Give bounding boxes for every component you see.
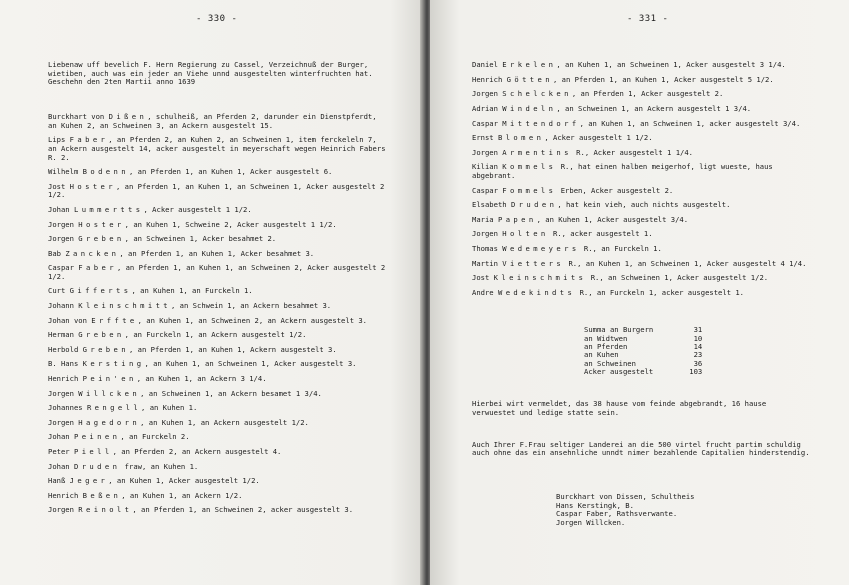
register-entry [48,302,386,311]
register-entry [472,149,810,158]
entry-surname: Hoster [69,181,117,191]
entry-given-name: Jorgen [48,505,79,515]
entry-given-name: Hanß [48,476,70,486]
summary-row [584,368,702,376]
right-page-text [472,44,810,545]
register-entry [472,76,810,85]
entry-surname: Kommels [502,162,557,172]
entry-details: , an Kuhen 1, an Ackern 1/2. [121,490,243,500]
register-entry [48,404,386,413]
summary-value: 31 [693,325,703,335]
left-page [0,0,424,585]
entry-surname: Rengell [86,403,142,413]
entry-surname: Druden [510,200,558,210]
entry-surname: Erkelen [502,60,557,70]
entry-surname: Dißen [108,112,148,122]
entry-surname: Lummertts [73,204,144,214]
entry-surname: Fommels [502,185,557,195]
register-entry [48,250,386,259]
register-entry [48,463,386,472]
entry-surname: Götten [506,74,553,84]
signer-line: Hans Kerstingk, B. [556,500,634,510]
entry-details: R., acker ausgestelt 1. [548,229,653,239]
closing-note-1: Hierbei wirt vermeldet, das 38 hause vom feinde abgebrandt, 16 hause verwuestet und ledige statte sein. [472,399,771,418]
entry-surname: Willcken [78,388,141,398]
entry-details: R., an Schweinen 1, Acker ausgestelt 1/2. [586,273,769,283]
entry-details: fraw, an Kuhen 1. [120,461,199,471]
summary-label: an Widtwen [584,333,628,343]
entry-details: , an Kuhen 1, an Ackern ausgestelt 1/2. [140,417,309,427]
entry-details: R., an Furckeln 1, acker ausgestelt 1. [575,287,745,297]
entry-details: , an Schweinen 1, an Ackern besamet 1 3/4. [140,388,322,398]
entry-given-name: Caspar [472,118,503,128]
register-entry [472,201,810,210]
entry-given-name: Jorgen [48,417,79,427]
entry-surname: Schelcken [502,89,572,99]
summary-label: an Schweinen [584,358,636,368]
summary-label: an Kuhen [584,350,619,360]
entry-details: , an Schweinen 1, Acker besahmet 2. [124,234,277,244]
entry-given-name: Herman [48,330,79,340]
page-number-right: - 331 - [627,14,669,24]
register-entry [472,260,810,269]
entry-surname: Beßen [82,490,122,500]
entry-details: , an Kuhen 1, an Ackern 3 1/4. [136,374,267,384]
entry-surname: Kersting [82,359,145,369]
register-entry [472,134,810,143]
summary-value: 10 [693,333,703,343]
entry-given-name: Henrich [48,490,83,500]
register-entry [48,263,390,281]
entry-given-name: Jost [472,273,494,283]
entry-details: , an Kuhen 1, an Furckeln 1. [131,286,253,296]
summary-value: 14 [693,342,703,352]
entry-details: , an Pferden 1, an Kuhen 1, an Schweinen 2, Acker ausgestelt 2 1/2. [48,263,390,281]
entry-given-name: Johann [48,301,79,311]
entry-surname: Piell [73,447,113,456]
register-entry [48,492,386,501]
entry-details: R., an Furckeln 1. [579,243,662,253]
entry-surname: Kleinschmits [493,273,587,283]
register-entry [48,287,386,296]
left-page-text [48,44,390,538]
entry-details: , Acker ausgestelt 1 1/2. [544,133,653,143]
entry-details: , Acker ausgestelt 1 1/2. [143,204,252,214]
signers-block [556,493,810,527]
entry-surname: Jeger [69,476,109,486]
summary-label: an Pferden [584,342,628,352]
entry-details: , an Schweinen 1, an Ackern ausgestelt 1 3/4. [556,103,752,113]
register-entry [472,289,810,298]
entry-given-name: Caspar [472,185,503,195]
entry-details: , an Kuhen 1, an Schweinen 2, an Ackern ausgestelt 3. [137,315,367,325]
right-entries [472,61,810,297]
entry-given-name: Johannes [48,403,87,413]
entry-given-name: Jorgen [472,89,503,99]
entry-given-name: Daniel [472,60,503,70]
register-entry [48,390,386,399]
entry-surname: Erffte [91,315,138,325]
register-entry [472,90,810,99]
entry-details: , an Pferden 1, an Kuhen 1, Ackern ausgestelt 3. [129,344,337,354]
summary-table [584,326,702,376]
register-entry [472,120,810,129]
entry-details: , an Kuhen 1, Acker ausgestelt 3/4. [536,214,689,224]
entry-details: Erben, Acker ausgestelt 2. [556,185,674,195]
entry-details: , an Kuhen 1, an Schweinen 1, Acker ausgestelt 3 1/4. [556,60,786,70]
entry-given-name: Elsabeth [472,200,511,210]
entry-surname: Gifferts [69,286,132,296]
entry-details: , an Kuhen 1, an Schweinen 1, Acker ausgestelt 3. [144,359,357,369]
left-entries [48,112,390,515]
signer-line: Caspar Faber, Rathsverwante. [556,509,678,519]
entry-details: , an Kuhen 1, an Schweinen 1, acker ausgestelt 3/4. [579,118,801,128]
register-entry [472,187,810,196]
entry-details: , an Pferden 1, an Kuhen 1, an Schweinen 1, Acker ausgestelt 2 1/2. [48,181,389,200]
entry-given-name: Jorgen [48,388,79,398]
entry-details: R., hat einen halben meigerhof, ligt wueste, haus abgebrant. [472,162,778,180]
entry-given-name: Thomas [472,243,503,253]
entry-given-name: Johan von [48,315,92,325]
entry-details: , an Pferden 1, Acker ausgestelt 2. [571,89,724,99]
register-entry [48,168,386,177]
register-entry [48,375,386,384]
entry-given-name: Maria [472,214,498,224]
register-entry [48,360,386,369]
entry-details: R., an Kuhen 1, an Schweinen 1, Acker ausgestelt 4 1/4. [564,258,807,268]
entry-given-name: Curt [48,286,70,296]
entry-surname: Bodenn [82,167,129,177]
entry-details: , an Pferden 1, an Schweinen 2, acker ausgestelt 3. [132,505,354,515]
entry-given-name: Johan [48,204,74,214]
entry-details: , an Kuhen 1, Schweine 2, Acker ausgestelt 1 1/2. [124,219,337,229]
register-entry [48,221,386,230]
entry-given-name: Jost [48,181,70,191]
register-entry [48,331,386,340]
register-entry [48,181,389,200]
entry-given-name: B. Hans [48,359,83,369]
register-entry [472,61,810,70]
entry-given-name: Kilian [472,162,503,172]
summary-value: 103 [689,366,703,376]
closing-note-2: Auch Ihrer F.Frau seltiger Landerei an die 500 virtel frucht partim schuldig auch ohne das ein ansehnliche unndt nimer bezahlende Capitalien hinderstendig. [472,439,810,458]
entry-given-name: Henrich [48,374,83,384]
entry-surname: Mittendorf [502,118,580,128]
entry-details: , schulheiß, an Pferden 2, darunder ein Dienstpferdt, an Kuhen 2, an Schweinen 3, an Ackern ausgestelt 15. [48,112,381,130]
entry-given-name: Herbold [48,344,83,354]
entry-surname: Peinen [73,432,121,442]
entry-given-name: Jorgen [472,229,503,239]
entry-given-name: Henrich [472,74,507,84]
register-entry [472,216,810,225]
entry-surname: Vietters [502,258,565,268]
entry-surname: Zancken [65,248,120,258]
entry-given-name: Wilhelm [48,167,83,177]
intro-paragraph: Liebenaw uff bevelich F. Hern Regierung zu Cassel, Verzeichnuß der Burger, wietiben, auch was ein jeder an Viehe unnd ausgestelten winterfruchten hat. Geschehn den 2ten Martii anno 1639 [48,60,377,87]
entry-details: , an Furckeln 2. [120,432,190,442]
entry-surname: Reinolt [78,505,133,515]
register-entry [48,235,386,244]
entry-given-name: Martin [472,258,503,268]
entry-given-name: Johan [48,461,74,471]
register-entry [48,113,386,130]
summary-label: Acker ausgestelt [584,366,654,376]
register-entry [472,163,810,180]
register-entry [472,245,810,254]
entry-surname: Hoster [78,219,125,229]
register-entry [48,419,386,428]
register-entry [48,448,386,457]
entry-given-name: Adrian [472,103,503,113]
entry-details: , an Pferden 2, an Ackern ausgestelt 4. [112,447,282,456]
entry-given-name: Johan [48,432,74,442]
register-entry [472,230,810,239]
entry-details: , hat kein vieh, auch nichts ausgestelt. [557,200,731,210]
entry-surname: Blomen [497,133,545,143]
entry-given-name: Andre [472,287,498,297]
entry-given-name: Peter [48,447,74,456]
register-entry [48,346,386,355]
summary-label: Summa an Burgern [584,325,654,335]
entry-surname: Wedemeyers [502,243,580,253]
register-entry [48,433,386,442]
entry-surname: Greben [82,344,129,354]
right-page [430,0,849,585]
entry-details: , an Schwein 1, an Ackern besahmet 3. [171,301,332,311]
register-entry [48,506,386,515]
entry-details: , an Pferden 1, an Kuhen 1, Acker besahmet 3. [119,248,315,258]
register-entry [48,206,386,215]
entry-given-name: Jorgen [472,147,503,157]
entry-surname: Faber [78,263,117,273]
register-entry [472,274,810,283]
entry-given-name: Jorgen [48,234,79,244]
entry-surname: Greben [78,330,125,340]
entry-surname: Wedekindts [497,287,576,297]
entry-surname: Windeln [502,103,557,113]
entry-details: , an Pferden 1, an Kuhen 1, Acker ausgestelt 5 1/2. [553,74,774,84]
entry-details: , an Kuhen 1. [141,403,198,413]
entry-given-name: Burckhart von [48,112,109,122]
entry-surname: Armentins [502,147,572,157]
page-number-left: - 330 - [196,14,238,24]
entry-surname: Faber [69,135,109,145]
register-entry [48,135,390,162]
register-entry [472,105,810,114]
summary-value: 36 [693,358,703,368]
entry-given-name: Caspar [48,263,79,273]
entry-details: , an Furckeln 1, an Ackern ausgestelt 1/2. [124,330,307,340]
summary-value: 23 [693,350,703,360]
register-entry [48,317,386,326]
entry-given-name: Ernst [472,133,498,143]
entry-given-name: Bab [48,248,66,258]
register-entry [48,477,386,486]
entry-details: R., Acker ausgestelt 1 1/4. [571,147,694,157]
entry-surname: Holten [502,229,549,239]
entry-details: , an Kuhen 1, Acker ausgestelt 1/2. [108,476,260,486]
entry-given-name: Lips [48,135,70,145]
entry-surname: Hagedorn [78,417,141,427]
signer-line: Jorgen Willcken. [556,517,626,527]
entry-details: , an Pferden 1, an Kuhen 1, Acker ausgestelt 6. [129,167,333,177]
signer-line: Burckhart von Dissen, Schultheis [556,492,695,502]
entry-surname: Kleinschmitt [78,301,172,311]
entry-given-name: Jorgen [48,219,79,229]
entry-surname: Papen [497,214,537,224]
entry-surname: Greben [78,234,125,244]
entry-details: , an Pferden 2, an Kuhen 2, an Schweinen 1, item ferckeleln 7, an Ackern ausgestelt 14, acker ausgestelt in meyerschaft wegen Heinrich Fabers R. 2. [48,135,390,162]
entry-surname: Pein'en [82,374,137,384]
entry-surname: Druden [73,461,121,471]
